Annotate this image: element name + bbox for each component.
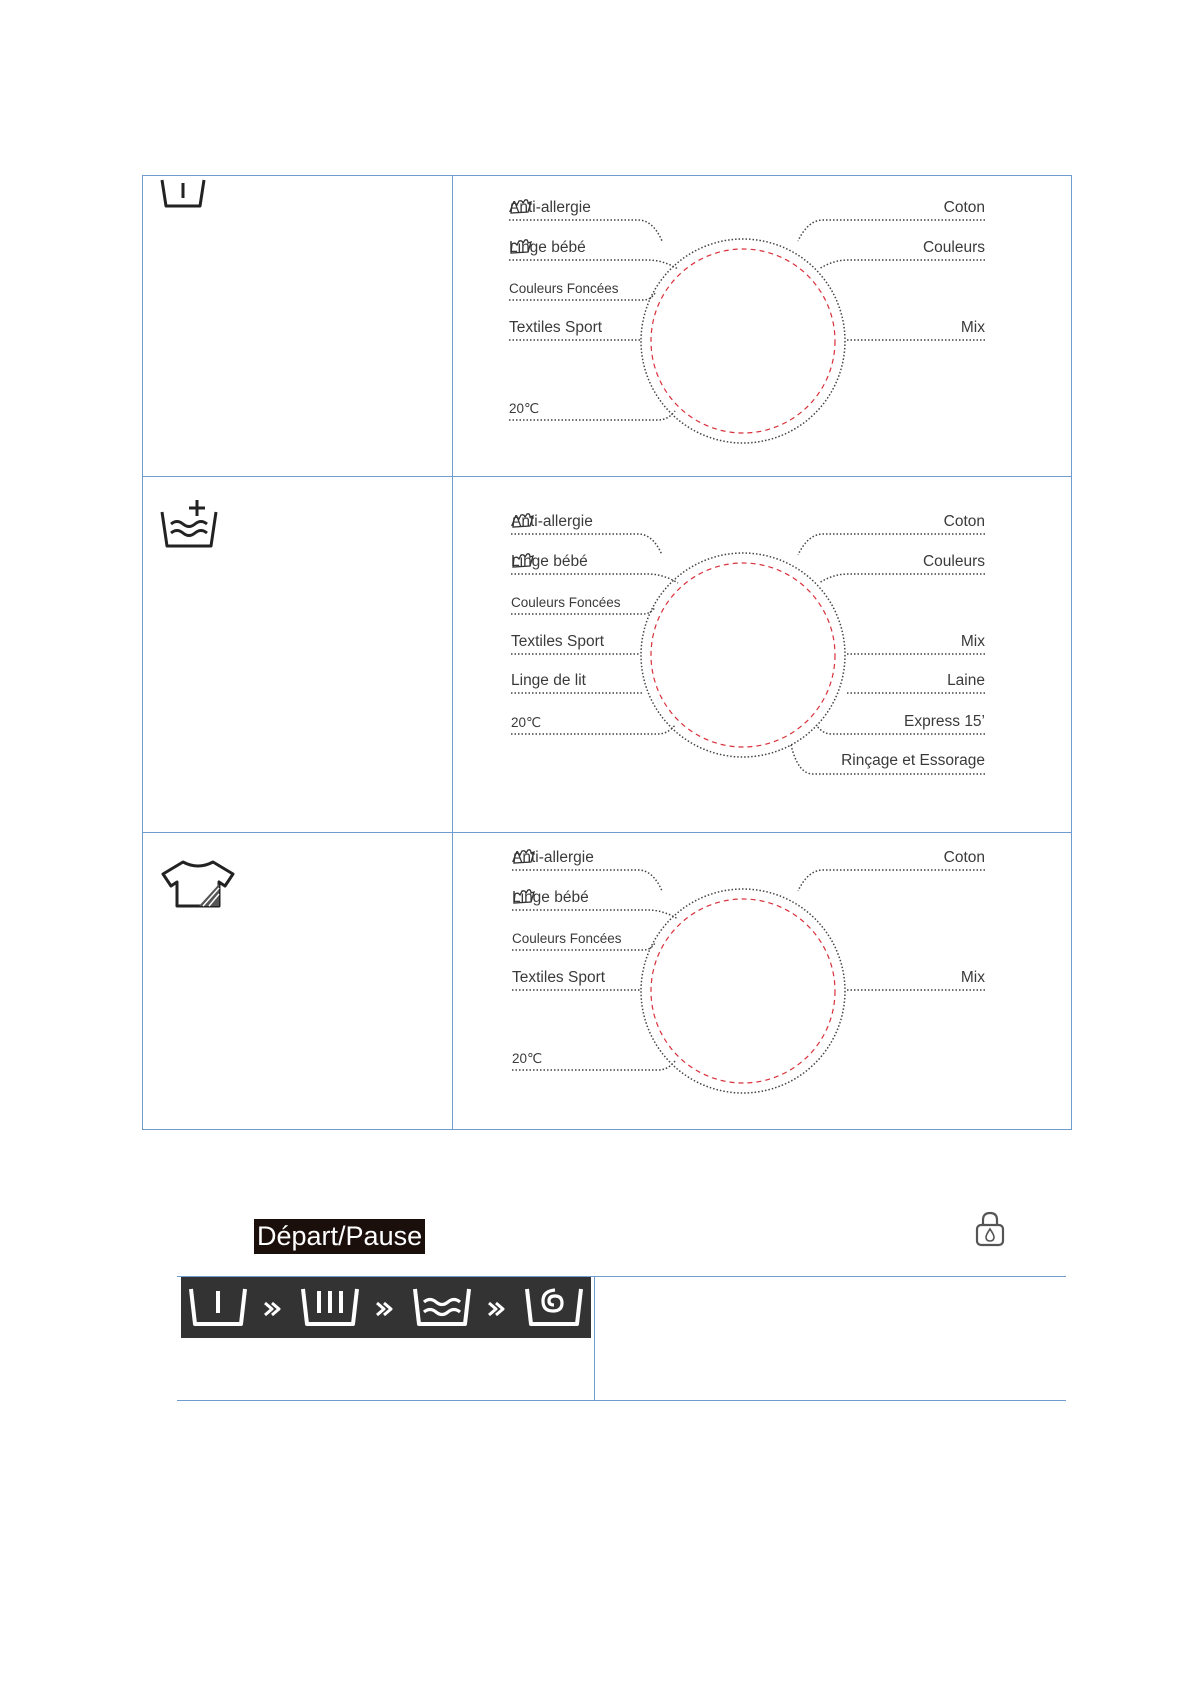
- dial-label: Anti-allergie: [509, 199, 591, 216]
- dial-label: 20℃: [512, 1051, 543, 1066]
- wash-icon: [303, 1289, 357, 1324]
- program-dial-1: [453, 176, 1071, 476]
- dial-label: Couleurs Foncées: [512, 931, 622, 946]
- dial-label: Linge bébé: [509, 239, 586, 256]
- phase-table-divider: [594, 1276, 595, 1400]
- start-pause-button[interactable]: Départ/Pause: [254, 1219, 425, 1254]
- dial-label: Mix: [960, 633, 985, 650]
- dial-label: 20℃: [509, 401, 540, 416]
- dial-label: Couleurs Foncées: [509, 281, 619, 296]
- phase-indicator-strip: [181, 1277, 591, 1338]
- rinse-icon: [415, 1289, 469, 1324]
- dial-label: Linge bébé: [511, 553, 588, 570]
- program-dial-2: [453, 477, 1071, 832]
- stain-shirt-icon: [159, 858, 237, 910]
- dial-label: Couleurs: [922, 553, 985, 570]
- arrow-icon: [377, 1303, 391, 1315]
- hand-wash-icon: [511, 513, 535, 529]
- dial-label: Coton: [943, 849, 985, 866]
- arrow-icon: [489, 1303, 503, 1315]
- child-lock-icon[interactable]: [974, 1210, 1006, 1248]
- dial-label: Textiles Sport: [512, 969, 606, 986]
- dial-label: Express 15’: [904, 713, 985, 730]
- dial-label: Rinçage et Essorage: [841, 752, 985, 769]
- hand-wash-icon: [511, 553, 535, 569]
- hand-wash-icon: [512, 849, 536, 865]
- dial-label: Couleurs: [922, 239, 985, 256]
- phase-table-bottom-border: [177, 1400, 1066, 1401]
- prewash-icon: [191, 1289, 245, 1324]
- dial-label: Anti-allergie: [511, 513, 593, 530]
- hand-wash-icon: [509, 239, 533, 255]
- dial-label: Coton: [943, 199, 985, 216]
- hand-wash-icon: [509, 199, 533, 215]
- arrow-icon: [265, 1303, 279, 1315]
- dial-label: Mix: [960, 969, 985, 986]
- hand-wash-icon: [512, 889, 536, 905]
- dial-label: Mix: [960, 319, 985, 336]
- dial-label: Textiles Sport: [509, 319, 603, 336]
- dial-label: Laine: [947, 672, 985, 689]
- spin-icon: [527, 1289, 581, 1324]
- dial-label: 20℃: [511, 715, 542, 730]
- dial-label: Textiles Sport: [511, 633, 605, 650]
- program-dial-3: [453, 833, 1071, 1129]
- dial-label: Linge bébé: [512, 889, 589, 906]
- dial-label: Coton: [943, 513, 985, 530]
- extra-rinse-tub-icon: [158, 498, 220, 550]
- dial-label: Linge de lit: [511, 672, 586, 689]
- dial-label: Anti-allergie: [512, 849, 594, 866]
- prewash-tub-icon: [158, 178, 208, 210]
- dial-label: Couleurs Foncées: [511, 595, 621, 610]
